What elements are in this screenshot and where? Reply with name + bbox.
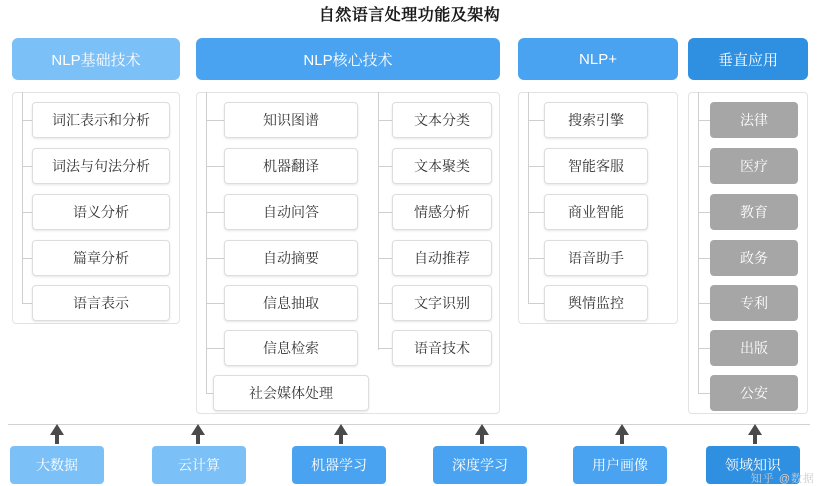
node-vertical-app-1[interactable]: 法律 bbox=[710, 102, 798, 138]
node-vertical-app-4[interactable]: 政务 bbox=[710, 240, 798, 276]
column-header-nlp-basic[interactable]: NLP基础技术 bbox=[12, 38, 180, 80]
connector-branch bbox=[206, 258, 224, 259]
foundation-node-big-data[interactable]: 大数据 bbox=[10, 446, 104, 484]
node-vertical-app-3[interactable]: 教育 bbox=[710, 194, 798, 230]
connector-branch bbox=[206, 212, 224, 213]
connector-branch bbox=[378, 120, 392, 121]
foundation-baseline bbox=[8, 424, 810, 425]
node-nlp-core-l6[interactable]: 信息检索 bbox=[224, 330, 358, 366]
connector-branch bbox=[378, 303, 392, 304]
node-vertical-app-7[interactable]: 公安 bbox=[710, 375, 798, 411]
arrow-up-4 bbox=[475, 424, 489, 435]
connector-branch bbox=[698, 120, 710, 121]
connector-branch bbox=[206, 348, 224, 349]
foundation-node-machine-learning[interactable]: 机器学习 bbox=[292, 446, 386, 484]
connector-branch bbox=[378, 212, 392, 213]
node-nlp-core-r4[interactable]: 自动推荐 bbox=[392, 240, 492, 276]
connector-branch bbox=[206, 120, 224, 121]
connector-branch bbox=[206, 166, 224, 167]
node-nlp-basic-2[interactable]: 词法与句法分析 bbox=[32, 148, 170, 184]
connector-branch bbox=[698, 393, 710, 394]
foundation-node-user-profiling[interactable]: 用户画像 bbox=[573, 446, 667, 484]
connector-branch bbox=[528, 166, 544, 167]
arrow-up-2 bbox=[191, 424, 205, 435]
foundation-node-domain-knowledge[interactable]: 领域知识 bbox=[706, 446, 800, 484]
connector-branch bbox=[698, 258, 710, 259]
connector-branch bbox=[698, 348, 710, 349]
connector-branch bbox=[378, 166, 392, 167]
node-nlp-basic-3[interactable]: 语义分析 bbox=[32, 194, 170, 230]
arrow-up-6 bbox=[748, 424, 762, 435]
connector-branch bbox=[378, 348, 392, 349]
node-nlp-core-r6[interactable]: 语音技术 bbox=[392, 330, 492, 366]
arrow-up-3 bbox=[334, 424, 348, 435]
node-nlp-core-l4[interactable]: 自动摘要 bbox=[224, 240, 358, 276]
connector-vertical-nlp-basic bbox=[22, 92, 23, 304]
column-header-nlp-plus[interactable]: NLP+ bbox=[518, 38, 678, 80]
foundation-node-deep-learning[interactable]: 深度学习 bbox=[433, 446, 527, 484]
node-nlp-plus-5[interactable]: 舆情监控 bbox=[544, 285, 648, 321]
column-header-nlp-core[interactable]: NLP核心技术 bbox=[196, 38, 500, 80]
connector-branch bbox=[698, 212, 710, 213]
node-nlp-basic-4[interactable]: 篇章分析 bbox=[32, 240, 170, 276]
connector-branch bbox=[698, 166, 710, 167]
node-vertical-app-6[interactable]: 出版 bbox=[710, 330, 798, 366]
watermark: 知乎 @数据 bbox=[750, 473, 815, 485]
node-nlp-core-l5[interactable]: 信息抽取 bbox=[224, 285, 358, 321]
connector-branch bbox=[378, 258, 392, 259]
node-vertical-app-2[interactable]: 医疗 bbox=[710, 148, 798, 184]
node-nlp-basic-1[interactable]: 词汇表示和分析 bbox=[32, 102, 170, 138]
arrow-up-1 bbox=[50, 424, 64, 435]
node-nlp-core-l2[interactable]: 机器翻译 bbox=[224, 148, 358, 184]
column-header-vertical-apps[interactable]: 垂直应用 bbox=[688, 38, 808, 80]
node-nlp-core-l7[interactable]: 社会媒体处理 bbox=[213, 375, 369, 411]
node-nlp-core-l3[interactable]: 自动问答 bbox=[224, 194, 358, 230]
node-nlp-plus-3[interactable]: 商业智能 bbox=[544, 194, 648, 230]
connector-vertical-nlp-core-right bbox=[378, 92, 379, 350]
node-nlp-core-l1[interactable]: 知识图谱 bbox=[224, 102, 358, 138]
connector-branch bbox=[528, 258, 544, 259]
foundation-node-cloud-computing[interactable]: 云计算 bbox=[152, 446, 246, 484]
node-nlp-plus-2[interactable]: 智能客服 bbox=[544, 148, 648, 184]
node-nlp-core-r5[interactable]: 文字识别 bbox=[392, 285, 492, 321]
connector-vertical-nlp-plus bbox=[528, 92, 529, 304]
node-nlp-core-r1[interactable]: 文本分类 bbox=[392, 102, 492, 138]
connector-branch bbox=[206, 303, 224, 304]
page-title: 自然语言处理功能及架构 bbox=[318, 7, 501, 24]
node-nlp-basic-5[interactable]: 语言表示 bbox=[32, 285, 170, 321]
connector-branch bbox=[528, 303, 544, 304]
connector-branch bbox=[528, 212, 544, 213]
node-vertical-app-5[interactable]: 专利 bbox=[710, 285, 798, 321]
arrow-up-5 bbox=[615, 424, 629, 435]
node-nlp-core-r3[interactable]: 情感分析 bbox=[392, 194, 492, 230]
node-nlp-plus-1[interactable]: 搜索引擎 bbox=[544, 102, 648, 138]
connector-branch bbox=[698, 303, 710, 304]
node-nlp-plus-4[interactable]: 语音助手 bbox=[544, 240, 648, 276]
connector-branch bbox=[528, 120, 544, 121]
node-nlp-core-r2[interactable]: 文本聚类 bbox=[392, 148, 492, 184]
